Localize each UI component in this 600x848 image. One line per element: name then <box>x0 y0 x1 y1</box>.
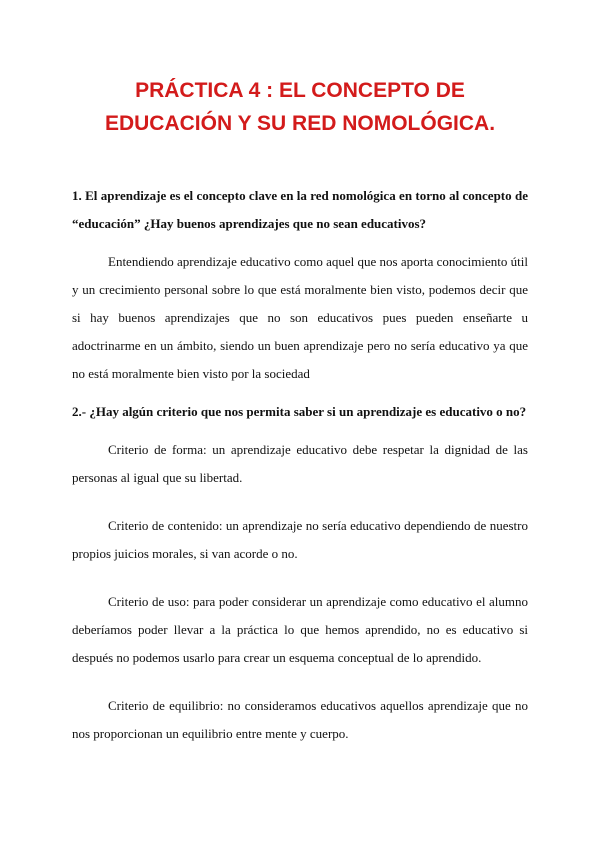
criterion-content: Criterio de contenido: un aprendizaje no sería educativo dependiendo de nuestro propios juicios morales, si van acorde o no. <box>72 518 528 561</box>
title-line-1: PRÁCTICA 4 : EL CONCEPTO DE <box>135 79 465 102</box>
question-1: 1. El aprendizaje es el concepto clave en la red nomológica en torno al concepto de “educación” ¿Hay buenos aprendizajes que no sean educativos? <box>72 188 528 231</box>
answer-1: Entendiendo aprendizaje educativo como aquel que nos aporta conocimiento útil y un crecimiento personal sobre lo que está moralmente bien visto, podemos decir que si hay buenos aprendizajes que no son educativos pues pueden enseñarte u adoctrinarme en un ámbito, siendo un buen aprendizaje pero no sería educativo ya que no está moralmente bien visto por la sociedad <box>72 254 528 381</box>
criterion-use: Criterio de uso: para poder considerar un aprendizaje como educativo el alumno deberíamos poder llevar a la práctica lo que hemos aprendido, no es educativo si después no podemos usarlo para crear un esquema conceptual de lo aprendido. <box>72 594 528 665</box>
page-title <box>72 74 528 140</box>
title-line-2: EDUCACIÓN Y SU RED NOMOLÓGICA. <box>104 112 496 135</box>
criterion-form: Criterio de forma: un aprendizaje educativo debe respetar la dignidad de las personas al igual que su libertad. <box>72 442 528 485</box>
question-2: 2.- ¿Hay algún criterio que nos permita saber si un aprendizaje es educativo o no? <box>72 404 527 419</box>
criterion-balance: Criterio de equilibrio: no consideramos educativos aquellos aprendizaje que no nos proporcionan un equilibrio entre mente y cuerpo. <box>72 698 528 741</box>
